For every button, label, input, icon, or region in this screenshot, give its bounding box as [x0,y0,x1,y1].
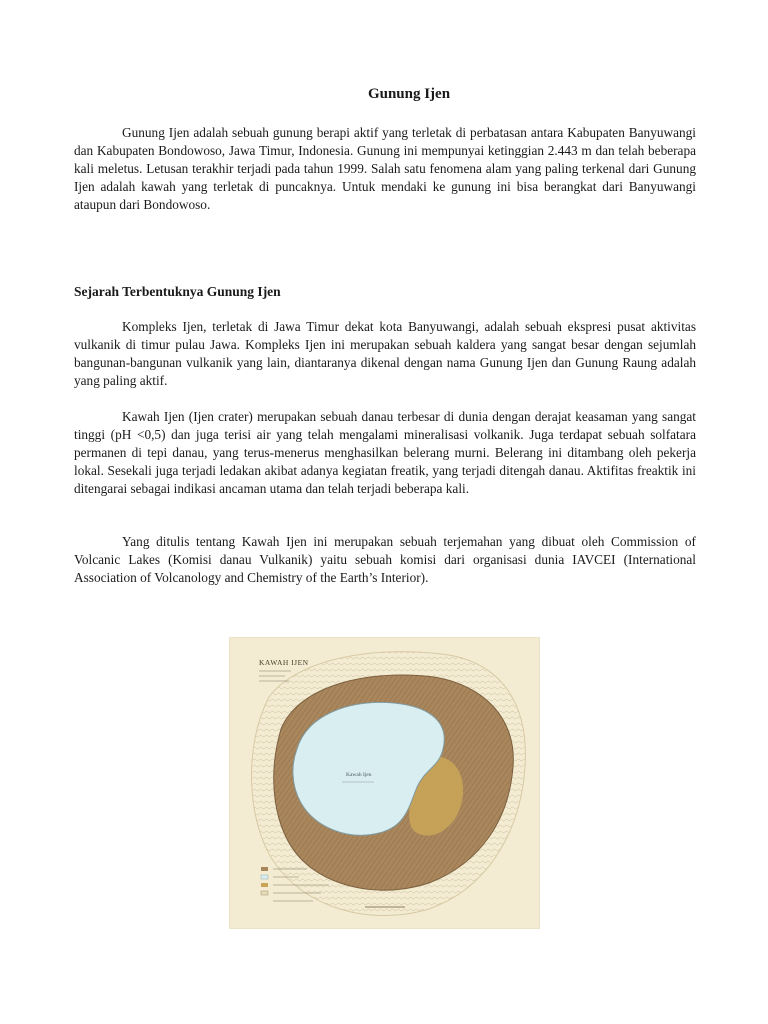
kawah-ijen-map-image [229,637,540,929]
page-title: Gunung Ijen [367,86,451,102]
section-heading: Sejarah Terbentuknya Gunung Ijen [74,284,281,299]
paragraph-kompleks-ijen: Kompleks Ijen, terletak di Jawa Timur dekat kota Banyuwangi, adalah sebuah ekspresi pusat aktivitas vulkanik di timur pulau Jawa. Kompleks Ijen ini merupakan sebuah kaldera yang sangat besar dengan sejumlah bangunan-bangunan vulkanik yang lain, diantaranya dikenal dengan nama Gunung Ijen dan Gunung Raung adalah yang paling aktif. [74,319,696,388]
lake-label-text: Kawah Ijen [346,772,372,778]
intro-paragraph: Gunung Ijen adalah sebuah gunung berapi aktif yang terletak di perbatasan antara Kabupaten Banyuwangi dan Kabupaten Bondowoso, Jawa Timur, Indonesia. Gunung ini mempunyai ketinggian 2.443 m dan telah beberapa kali meletus. Letusan terakhir terjadi pada tahun 1999. Salah satu fenomena alam yang paling terkenal dari Gunung Ijen adalah kawah yang terletak di puncaknya. Untuk mendaki ke gunung ini bisa berangkat dari Banyuwangi ataupun dari Bondowoso. [74,125,696,212]
crater-map-drawing [229,637,540,929]
paragraph-kawah-ijen: Kawah Ijen (Ijen crater) merupakan sebuah danau terbesar di dunia dengan derajat keasaman yang sangat tinggi (pH <0,5) dan juga terisi air yang telah mengalami mineralisasi volkanik. Juga terdapat sebuah solfatara permanen di tepi danau, yang terus-menerus menghasilkan belerang murni. Belerang ini ditambang oleh pekerja lokal. Sesekali juga terjadi ledakan akibat adanya kegiatan freatik, yang terjadi ditengah danau. Aktifitas freaktik ini ditengarai sebagai indikasi ancaman utama dan telah terjadi beberapa kali. [74,409,696,496]
paragraph-commission: Yang ditulis tentang Kawah Ijen ini merupakan sebuah terjemahan yang dibuat oleh Commission of Volcanic Lakes (Komisi danau Vulkanik) yaitu sebuah komisi dari organisasi dunia IAVCEI (International Association of Volcanology and Chemistry of the Earth’s Interior). [74,534,696,585]
map-title-text: KAWAH IJEN [259,658,309,667]
